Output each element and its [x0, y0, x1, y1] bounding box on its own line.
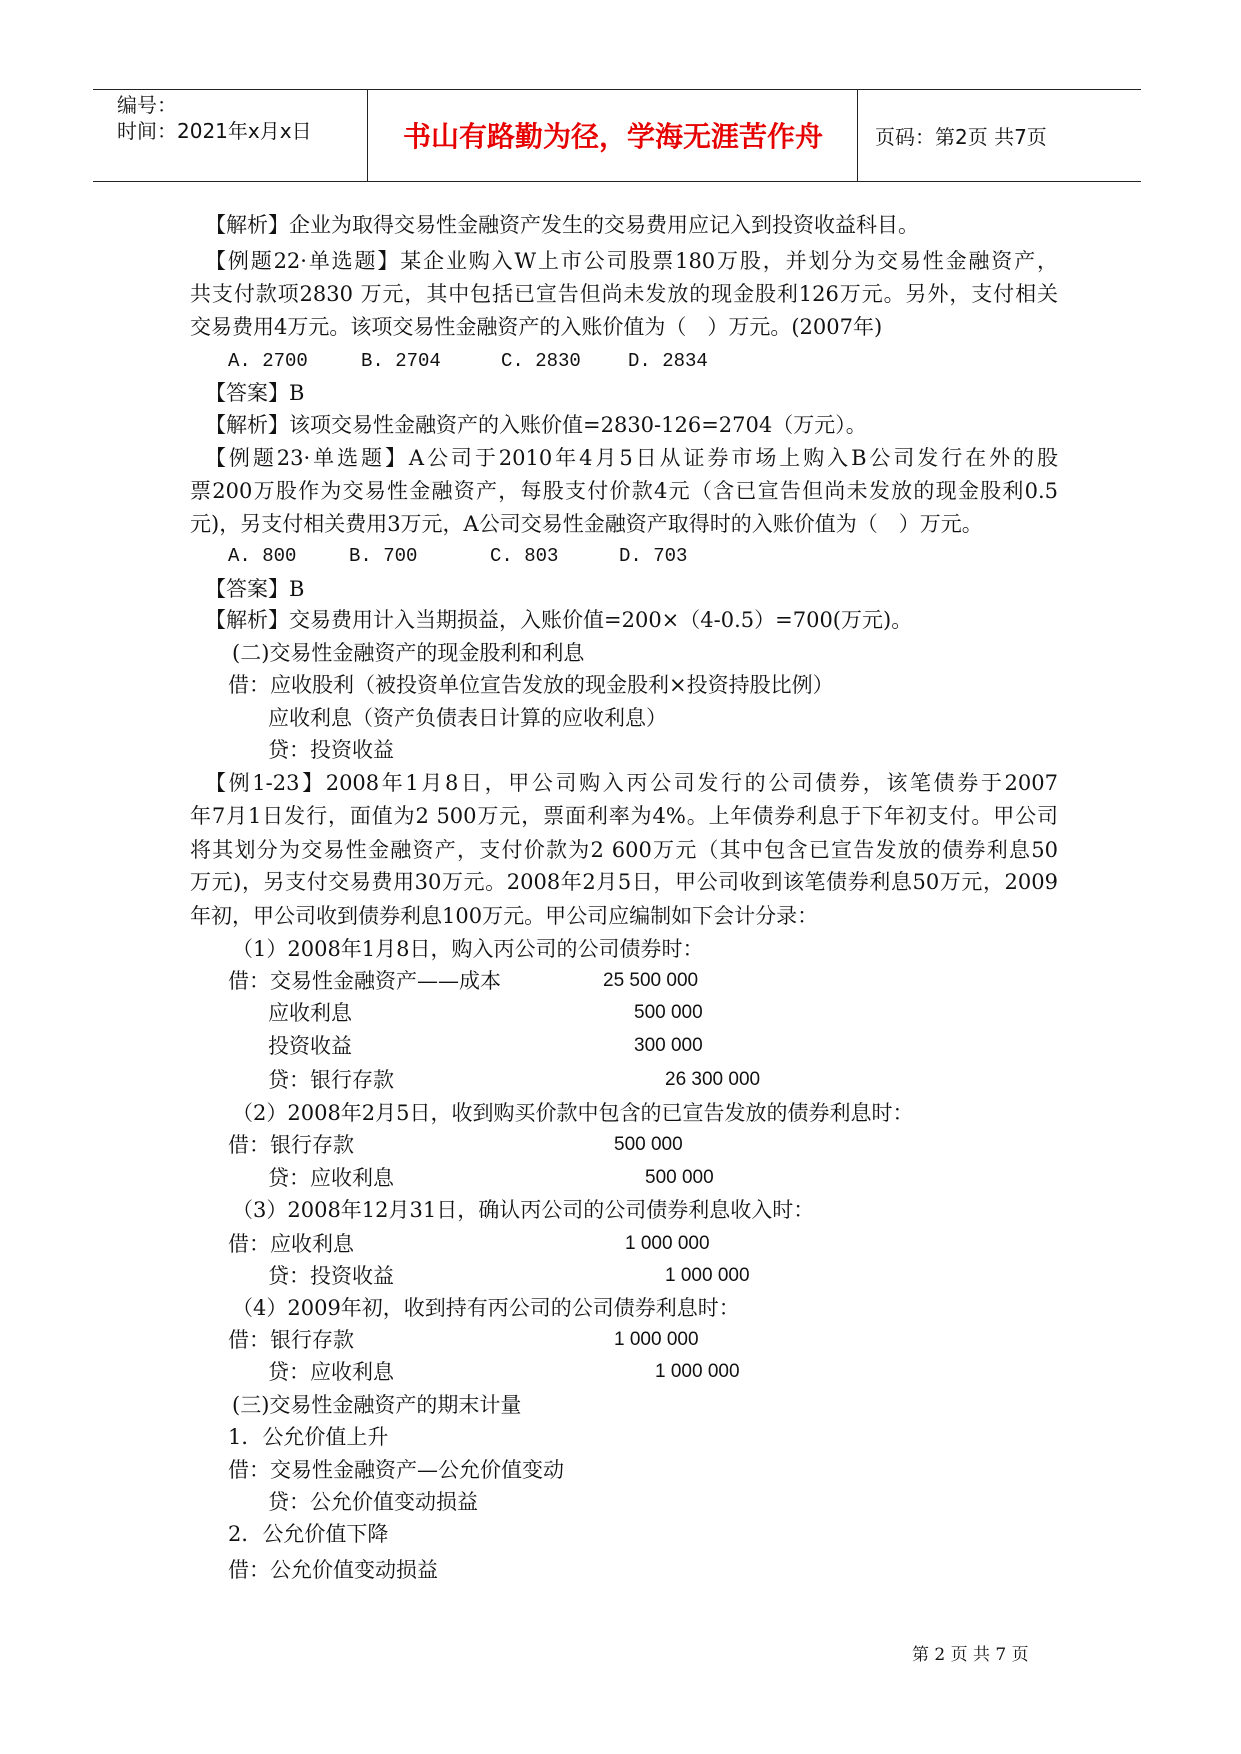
header-bottom-rule	[93, 181, 1141, 182]
example-line: 【例1-23】2008年1月8日，甲公司购入丙公司发行的公司债券，该笔债券于2007	[205, 771, 1058, 795]
journal-entry-line: 借：银行存款	[228, 1133, 354, 1157]
answer-line: 【答案】B	[205, 381, 305, 405]
step-heading: （2）2008年2月5日，收到购买价款中包含的已宣告发放的债券利息时：	[232, 1101, 914, 1125]
question-line: 【例题22·单选题】某企业购入W上市公司股票180万股，并划分为交易性金融资产，	[205, 249, 1058, 273]
journal-entry-line: 贷：应收利息	[268, 1166, 394, 1190]
option-c: C. 2830	[501, 350, 581, 372]
header-top-rule	[93, 89, 1141, 90]
debit-amount: 25 500 000	[603, 970, 699, 991]
question-line: 交易费用4万元。该项交易性金融资产的入账价值为（ ）万元。(2007年)	[190, 315, 883, 339]
section-heading: (三)交易性金融资产的期末计量	[232, 1393, 522, 1417]
credit-amount: 500 000	[645, 1167, 714, 1188]
option-b: B. 700	[349, 545, 418, 567]
journal-entry-line: 贷：银行存款	[268, 1068, 394, 1092]
document-date: 时间：2021年x月x日	[117, 119, 312, 143]
option-a: A. 800	[228, 545, 297, 567]
journal-entry-line: 借：交易性金融资产—公允价值变动	[228, 1458, 564, 1482]
question-line: 票200万股作为交易性金融资产，每股支付价款4元（含已宣告但尚未发放的现金股利0.5	[190, 479, 1058, 503]
option-b: B. 2704	[361, 350, 441, 372]
credit-amount: 1 000 000	[655, 1361, 740, 1382]
answer-line: 【答案】B	[205, 577, 305, 601]
question-line: 元)，另支付相关费用3万元，A公司交易性金融资产取得时的入账价值为（ ）万元。	[190, 512, 983, 536]
debit-amount: 300 000	[634, 1035, 703, 1056]
journal-entry-line: 借：应收利息	[228, 1232, 354, 1256]
debit-amount: 1 000 000	[614, 1329, 699, 1350]
option-d: D. 703	[619, 545, 688, 567]
explanation-line: 【解析】该项交易性金融资产的入账价值=2830-126=2704（万元）。	[205, 413, 867, 437]
option-c: C. 803	[490, 545, 559, 567]
header-page-info: 页码：第2页 共7页	[875, 125, 1047, 149]
section-heading: (二)交易性金融资产的现金股利和利息	[232, 641, 585, 665]
journal-entry-line: 贷：应收利息	[268, 1360, 394, 1384]
debit-amount: 500 000	[634, 1002, 703, 1023]
example-line: 年7月1日发行，面值为2 500万元，票面利率为4%。上年债券利息于下年初支付。甲公司	[190, 804, 1058, 828]
option-a: A. 2700	[228, 350, 308, 372]
journal-entry-line: 贷：公允价值变动损益	[268, 1490, 478, 1514]
explanation-line: 【解析】企业为取得交易性金融资产发生的交易费用应记入到投资收益科目。	[205, 213, 919, 237]
explanation-line: 【解析】交易费用计入当期损益，入账价值=200×（4-0.5）=700(万元)。	[205, 608, 913, 632]
journal-entry-line: 应收利息	[268, 1001, 352, 1025]
journal-entry-line: 投资收益	[268, 1034, 352, 1058]
journal-entry-line: 贷：投资收益	[268, 1264, 394, 1288]
journal-entry-line: 借：应收股利（被投资单位宣告发放的现金股利×投资持股比例）	[228, 673, 834, 697]
journal-entry-line: 借：交易性金融资产——成本	[228, 969, 501, 993]
question-line: 共支付款项2830 万元，其中包括已宣告但尚未发放的现金股利126万元。另外，支付相关	[190, 282, 1058, 306]
example-line: 年初，甲公司收到债券利息100万元。甲公司应编制如下会计分录：	[190, 904, 819, 928]
debit-amount: 500 000	[614, 1134, 683, 1155]
question-line: 【例题23·单选题】A公司于2010年4月5日从证券市场上购入B公司发行在外的股	[205, 446, 1058, 470]
example-line: 将其划分为交易性金融资产，支付价款为2 600万元（其中包含已宣告发放的债券利息50	[190, 838, 1058, 862]
journal-entry-line: 贷：投资收益	[268, 738, 394, 762]
journal-entry-line: 借：公允价值变动损益	[228, 1558, 438, 1582]
page-footer: 第 2 页 共 7 页	[912, 1645, 1029, 1665]
option-d: D. 2834	[628, 350, 708, 372]
step-heading: （3）2008年12月31日，确认丙公司的公司债券利息收入时：	[232, 1198, 815, 1222]
subsection-heading: 2．公允价值下降	[228, 1522, 389, 1546]
credit-amount: 1 000 000	[665, 1265, 750, 1286]
credit-amount: 26 300 000	[665, 1069, 761, 1090]
journal-entry-line: 借：银行存款	[228, 1328, 354, 1352]
debit-amount: 1 000 000	[625, 1233, 710, 1254]
subsection-heading: 1．公允价值上升	[228, 1425, 389, 1449]
document-number-label: 编号：	[117, 93, 177, 117]
header-motto: 书山有路勤为径，学海无涯苦作舟	[402, 120, 823, 153]
journal-entry-line: 应收利息（资产负债表日计算的应收利息）	[268, 706, 667, 730]
step-heading: （4）2009年初，收到持有丙公司的公司债券利息时：	[232, 1296, 740, 1320]
step-heading: （1）2008年1月8日，购入丙公司的公司债券时：	[232, 937, 704, 961]
example-line: 万元)，另支付交易费用30万元。2008年2月5日，甲公司收到该笔债券利息50万元，2009	[190, 870, 1058, 894]
